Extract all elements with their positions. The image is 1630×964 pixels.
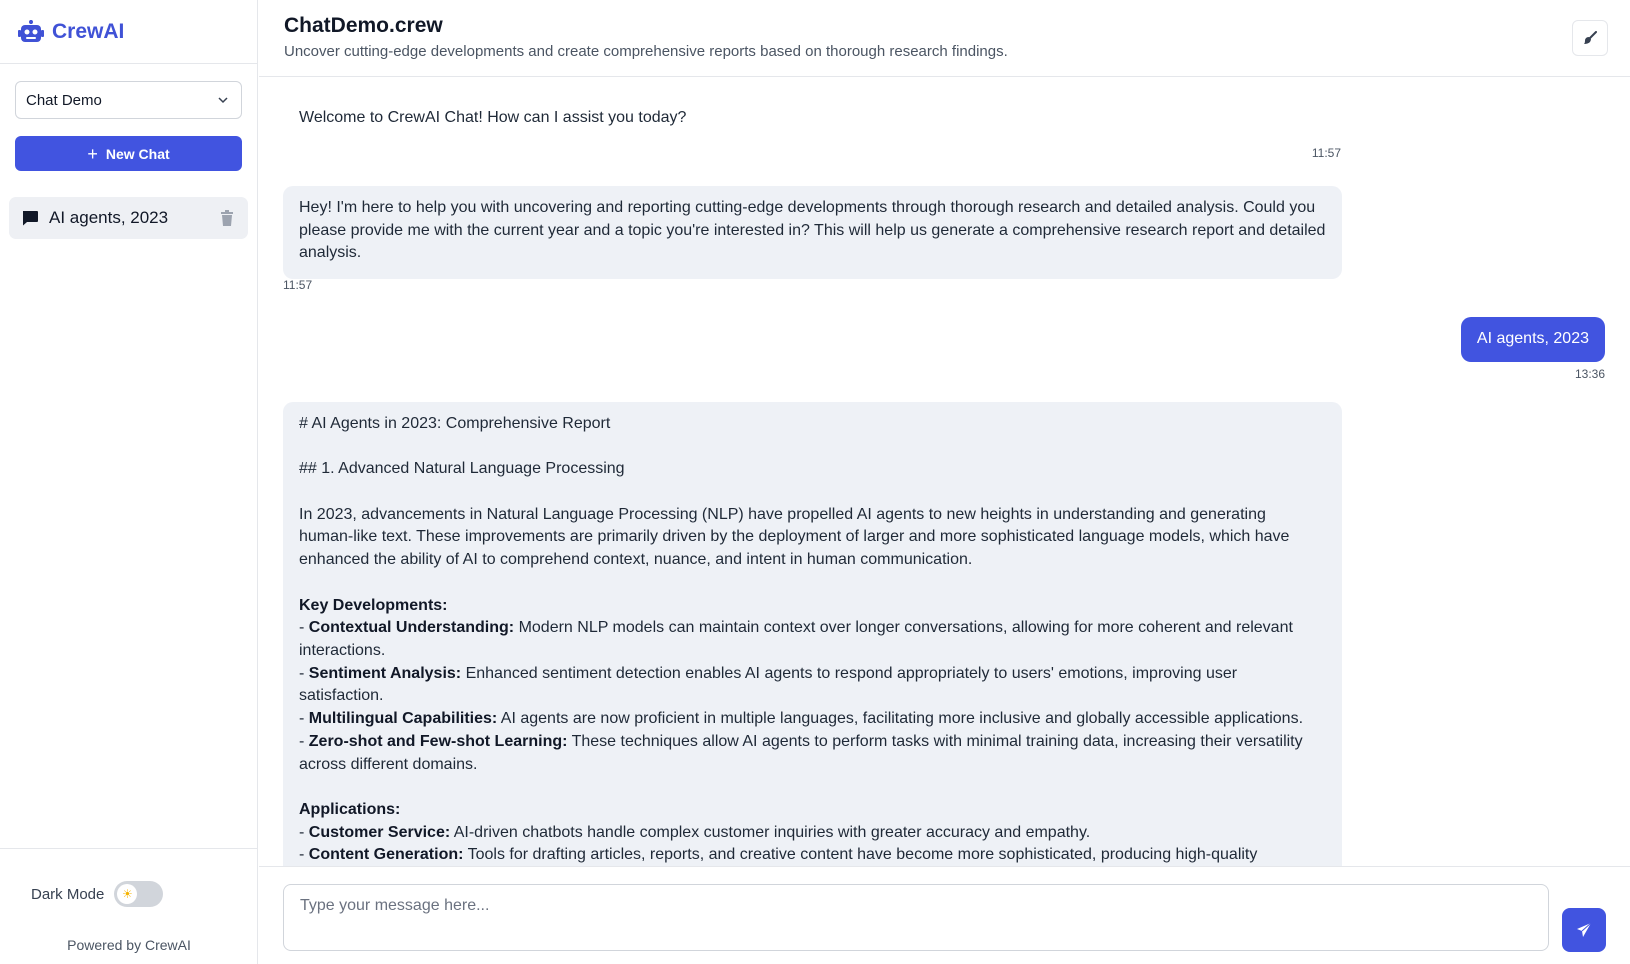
line-text: Tools for drafting articles, reports, and creative content have become more sophisticated, producing high-quality [463, 846, 1258, 864]
report-line [299, 640, 1326, 663]
report-line [299, 549, 1326, 572]
line-text: human-like text. These improvements are primarily driven by the deployment of larger and more sophisticated language models, which have [299, 528, 1290, 546]
report-line [299, 617, 1326, 640]
bullet-prefix: - [299, 664, 309, 682]
dark-mode-toggle[interactable] [114, 881, 163, 907]
sidebar-footer [0, 848, 258, 964]
line-text: interactions. [299, 641, 386, 659]
line-text: In 2023, advancements in Natural Language Processing (NLP) have propelled AI agents to new heights in understanding and generating [299, 505, 1266, 523]
chevron-down-icon [217, 94, 229, 106]
message-time: 11:57 [283, 278, 313, 292]
user-message [1461, 317, 1605, 362]
dark-mode-row [31, 881, 163, 907]
assistant-message [283, 77, 1342, 130]
line-text: satisfaction. [299, 687, 384, 705]
page-title: ChatDemo.crew [284, 14, 443, 37]
crew-selector[interactable] [15, 81, 242, 119]
crew-selector-value: Chat Demo [26, 91, 102, 109]
assistant-message [283, 186, 1342, 279]
clear-chat-button[interactable] [1572, 20, 1608, 56]
brush-icon [1583, 31, 1597, 45]
bold-label: Key Developments: [299, 596, 448, 614]
report-line [299, 708, 1326, 731]
trash-icon[interactable] [220, 210, 234, 226]
message-icon [21, 209, 39, 227]
report-line [299, 413, 1326, 436]
send-icon [1576, 922, 1592, 938]
bullet-prefix: - [299, 710, 309, 728]
robot-icon [18, 20, 44, 44]
dark-mode-label: Dark Mode [31, 885, 105, 903]
bullet-prefix: - [299, 732, 309, 750]
report-line [299, 458, 1326, 481]
report-line [299, 754, 1326, 777]
message-text: AI agents, 2023 [1476, 330, 1589, 347]
assistant-report-message [283, 402, 1342, 866]
line-text: ## 1. Advanced Natural Language Processing [299, 460, 625, 478]
brand[interactable] [0, 0, 257, 64]
message-time: 11:57 [1311, 146, 1341, 160]
plus-icon: + [87, 143, 98, 164]
line-text: AI agents are now proficient in multiple languages, facilitating more inclusive and globally accessible applications. [497, 710, 1304, 728]
report-line [299, 799, 1326, 822]
report-line [299, 822, 1326, 845]
report-line [299, 526, 1326, 549]
report-line [299, 685, 1326, 708]
line-text: AI-driven chatbots handle complex customer inquiries with greater accuracy and empathy. [450, 823, 1091, 841]
report-line [299, 731, 1326, 754]
powered-by: Powered by CrewAI [67, 937, 191, 953]
report-line [299, 663, 1326, 686]
bold-label: Multilingual Capabilities: [308, 710, 498, 728]
bullet-prefix: - [299, 619, 309, 637]
bold-label: Contextual Understanding: [308, 619, 515, 637]
message-input[interactable] [283, 884, 1549, 951]
report-line [299, 504, 1326, 527]
sidebar [0, 0, 258, 964]
report-line [299, 572, 1326, 595]
report-line [299, 436, 1326, 459]
page-subtitle: Uncover cutting-edge developments and create comprehensive reports based on thorough research findings. [284, 43, 1008, 60]
message-time: 13:36 [1574, 367, 1605, 381]
bold-label: Applications: [299, 800, 401, 818]
report-line [299, 481, 1326, 504]
composer [259, 866, 1630, 964]
bold-label: Content Generation: [308, 846, 464, 864]
line-text: # AI Agents in 2023: Comprehensive Report [299, 415, 611, 432]
message-text: Hey! I'm here to help you with uncovering and reporting cutting-edge developments through thorough research and detailed analysis. Could you please provide me with the current year and a topic you're interested in? This will help us generate a comprehensive research report and detailed analysis. [299, 199, 1326, 262]
message-text: Welcome to CrewAI Chat! How can I assist you today? [299, 109, 687, 126]
sun-icon: ☀ [117, 884, 137, 904]
line-text: enhanced the ability of AI to comprehend context, nuance, and intent in human communication. [299, 551, 973, 569]
report-line [299, 595, 1326, 618]
new-chat-label: New Chat [105, 145, 170, 162]
send-button[interactable] [1562, 908, 1606, 952]
brand-name: CrewAI [52, 19, 125, 43]
message-list[interactable] [259, 77, 1630, 866]
chat-header [259, 0, 1630, 77]
bold-label: Customer Service: [308, 823, 451, 841]
bullet-prefix: - [299, 823, 309, 841]
report-line [299, 776, 1326, 799]
new-chat-button[interactable] [15, 136, 242, 171]
bullet-prefix: - [299, 846, 309, 864]
line-text: Modern NLP models can maintain context over longer conversations, allowing for more coherent and relevant [514, 619, 1293, 637]
sidebar-chat-item[interactable] [9, 197, 248, 239]
bold-label: Sentiment Analysis: [308, 664, 462, 682]
bold-label: Zero-shot and Few-shot Learning: [308, 732, 568, 750]
line-text: across different domains. [299, 755, 478, 773]
report-line [299, 844, 1326, 866]
line-text: Enhanced sentiment detection enables AI agents to respond appropriately to users' emotions, improving user [461, 664, 1238, 682]
line-text: These techniques allow AI agents to perform tasks with minimal training data, increasing their versatility [567, 732, 1303, 750]
chat-item-label: AI agents, 2023 [49, 208, 169, 227]
